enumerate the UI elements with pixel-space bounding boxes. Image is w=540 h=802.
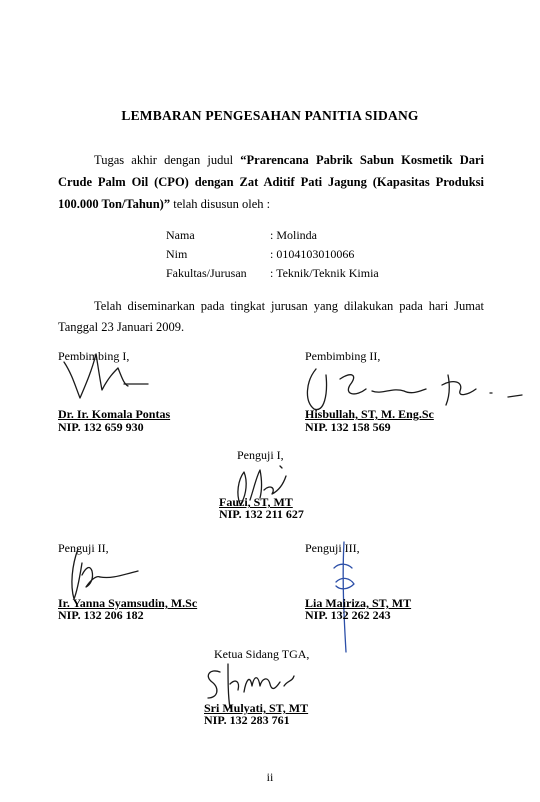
intro-paragraph [58, 149, 484, 215]
pembimbing1-nip: NIP. 132 659 930 [58, 420, 144, 434]
intro-suffix: telah disusun oleh : [170, 197, 271, 211]
faculty-label: Fakultas/Jurusan [166, 266, 247, 280]
nim-label: Nim [166, 247, 188, 261]
page-title: LEMBARAN PENGESAHAN PANITIA SIDANG [121, 108, 419, 123]
intro-prefix: Tugas akhir dengan judul [94, 153, 241, 167]
penguji2-name: Ir. Yanna Syamsudin, M.Sc [58, 596, 198, 610]
ketua-role: Ketua Sidang TGA, [214, 647, 310, 661]
penguji3-role: Penguji III, [305, 541, 360, 555]
nim-value: : 0104103010066 [270, 247, 355, 261]
penguji2-role: Penguji II, [58, 541, 109, 555]
thesis-title: “Prarencana Pabrik Sabun Kosmetik Dari Crude Palm Oil (CPO) dengan Zat Aditif Pati Jagung (Kapasitas Produksi 100.000 Ton/Tahun)” [58, 153, 484, 211]
page-number: ii [266, 770, 274, 784]
seminar-paragraph [58, 296, 484, 338]
pembimbing2-nip: NIP. 132 158 569 [305, 420, 391, 434]
penguji3-name: Lia Mairiza, ST, MT [305, 596, 412, 610]
name-value: : Molinda [270, 228, 317, 242]
name-label: Nama [166, 228, 195, 242]
pembimbing2-role: Pembimbing II, [305, 349, 381, 363]
ketua-name: Sri Mulyati, ST, MT [204, 701, 309, 715]
faculty-value: : Teknik/Teknik Kimia [270, 266, 379, 280]
pembimbing1-signature [62, 348, 152, 403]
penguji3-nip: NIP. 132 262 243 [305, 608, 391, 622]
pembimbing2-name: Hisbullah, ST, M. Eng.Sc [305, 407, 434, 421]
penguji1-role: Penguji I, [237, 448, 284, 462]
seminar-text: Telah diseminarkan pada tingkat jurusan yang dilakukan pada hari Jumat Tanggal 23 Januari 2009. [58, 299, 484, 334]
penguji2-nip: NIP. 132 206 182 [58, 608, 144, 622]
ketua-nip: NIP. 132 283 761 [204, 713, 290, 727]
pembimbing1-role: Pembimbing I, [58, 349, 130, 363]
penguji1-nip: NIP. 132 211 627 [219, 507, 304, 521]
pembimbing1-name: Dr. Ir. Komala Pontas [58, 407, 171, 421]
penguji1-name: Fauzi, ST, MT [219, 495, 293, 509]
